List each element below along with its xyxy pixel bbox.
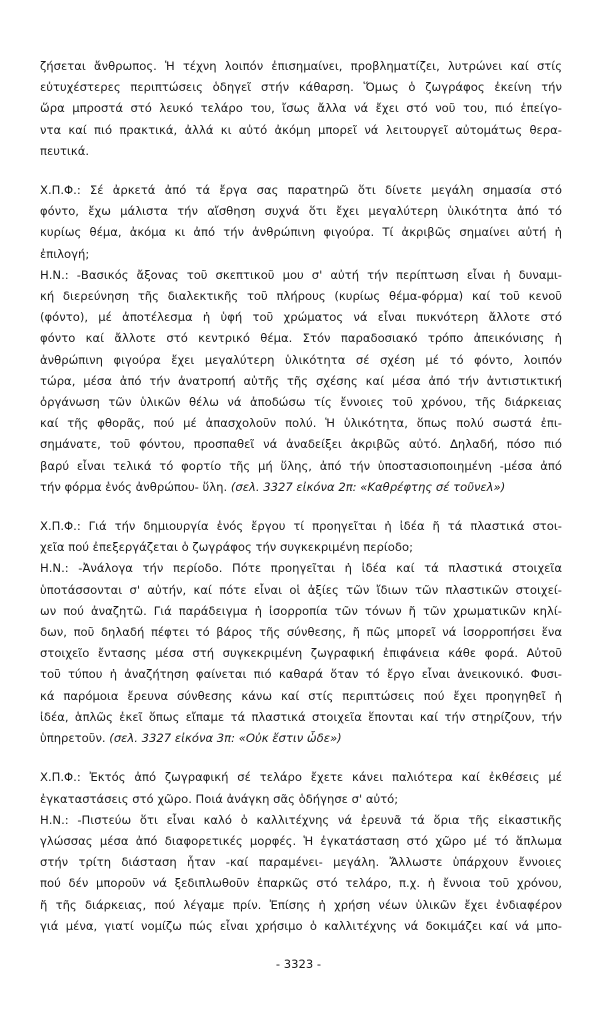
text-line: ἐπιλογή; xyxy=(40,246,90,261)
text-line: εὐτυχέστερες περιπτώσεις ὁδηγεῖ στήν κάθαρση. Ὅμως ὁ ζωγράφος ἐκείνη τήν xyxy=(40,80,562,95)
text-line: κή διερεύνηση τῆς διαλεκτικῆς τοῦ πλήρους (κυρίως θέμα-φόρμα) καί τοῦ κενοῦ xyxy=(40,289,562,304)
text-line: καί τῆς φθορᾶς, πού μέ ἀπασχολοῦν πολύ. Ἡ ὑλικότητα, ὅπως πολύ σωστά ἐπι- xyxy=(40,416,562,431)
text-line: Η.Ν.: -Πιστεύω ὅτι εἶναι καλό ὁ καλλιτέχνης νά ἐρευνᾶ τά ὅρια τῆς εἰκαστικῆς xyxy=(40,812,562,827)
text-line xyxy=(40,728,562,749)
text-line: Η.Ν.: -Ἀνάλογα τήν περίοδο. Πότε προηγεῖται ἡ ἰδέα καί τά πλαστικά στοιχεῖα xyxy=(40,561,562,576)
text-line: γλώσσας μέσα ἀπό διαφορετικές μορφές. Ἡ ἐγκατάσταση στό χῶρο μέ τό ἅπλωμα xyxy=(40,833,562,848)
text-line: Η.Ν.: -Βασικός ἄξονας τοῦ σκεπτικοῦ μου σ' αὐτή τήν περίπτωση εἶναι ἡ δυναμι- xyxy=(40,267,562,282)
text-line: πού δέν μποροῦν νά ξεδιπλωθοῦν ἐπαρκῶς στό τελάρο, π.χ. ἡ ἔννοια τοῦ χρόνου, xyxy=(40,876,562,891)
text-line: ἀνθρώπινη φιγούρα ἔχει μεγαλύτερη ὑλικότητα σέ σχέση μέ τό φόντο, λοιπόν xyxy=(40,352,562,367)
text-line: τώρα, μέσα ἀπό τήν ἀνατροπή αὐτῆς τῆς σχέσης καί μέσα ἀπό τήν ἀντιστικτική xyxy=(40,373,562,388)
text-line: βαρύ εἶναι τελικά τό φορτίο τῆς μή ὕλης, ἀπό τήν ὑποστασιοποιημένη -μέσα ἀπό xyxy=(40,458,562,473)
figure-reference: (σελ. 3327 εἰκόνα 3π: «Οὐκ ἔστιν ὧδε») xyxy=(109,731,342,746)
text-line: Χ.Π.Φ.: Σέ ἀρκετά ἀπό τά ἔργα σας παρατηρῶ ὅτι δίνετε μεγάλη σημασία στό xyxy=(40,183,562,198)
page-number: - 3323 - xyxy=(275,957,322,971)
text-line: ὑποτάσσονται σ' αὐτήν, καί πότε εἶναι οἱ ἀξίες τῶν ἴδιων τῶν πλαστικῶν στοιχεί- xyxy=(40,582,562,597)
body-text xyxy=(40,56,562,955)
text-line: Χ.Π.Φ.: Γιά τήν δημιουργία ἑνός ἔργου τί προηγεῖται ἡ ἰδέα ἤ τά πλαστικά στοι- xyxy=(40,519,562,534)
figure-reference: (σελ. 3327 εἰκόνα 2π: «Καθρέφτης σέ τοῦνελ») xyxy=(230,479,506,494)
text-line: γιά μένα, γιατί νομίζω πώς εἶναι χρήσιμο ὁ καλλιτέχνης νά δοκιμάζει καί νά μπο- xyxy=(40,918,562,933)
text-fragment: τήν φόρμα ἑνός ἀνθρώπου- ὕλη. xyxy=(40,479,228,494)
text-line: κά παρόμοια ἔρευνα σύνθεσης κάνω καί στίς περιπτώσεις πού ἔχει προηγηθεῖ ἡ xyxy=(40,688,562,703)
text-line xyxy=(40,477,562,498)
text-line: ντα καί πιό πρακτικά, ἀλλά κι αὐτό ἀκόμη μπορεῖ νά λειτουργεῖ αὐτομάτως θερα- xyxy=(40,122,562,137)
text-line: ων πού ἀναζητῶ. Γιά παράδειγμα ἡ ἰσορροπία τῶν τόνων ἤ τῶν χρωματικῶν κηλί- xyxy=(40,603,562,618)
text-line: δων, ποῦ δηλαδή πέφτει τό βάρος τῆς σύνθεσης, ἤ πῶς μπορεῖ νά ἰσορροπήσει ἕνα xyxy=(40,625,562,640)
text-line: ἤ τῆς διάρκειας, πού λέγαμε πρίν. Ἐπίσης ἡ χρήση νέων ὑλικῶν ἔχει ἐνδιαφέρον xyxy=(40,897,562,912)
text-line: (φόντο), μέ ἀποτέλεσμα ἡ ὑφή τοῦ χρώματος νά εἶναι πυκνότερη ἄλλοτε στό xyxy=(40,310,562,325)
text-line: κυρίως θέμα, ἀκόμα κι ἀπό τήν ἀνθρώπινη φιγούρα. Τί ἀκριβῶς σημαίνει αὐτή ἡ xyxy=(40,225,562,240)
text-line: φόντο καί ἄλλοτε στό κεντρικό θέμα. Στόν παραδοσιακό τρόπο ἀπεικόνισης ἡ xyxy=(40,331,562,346)
paragraph-1 xyxy=(40,56,562,162)
text-line: ἰδέα, ἁπλῶς ἐκεῖ ὅπως εἴπαμε τά πλαστικά στοιχεῖα ἕπονται καί τήν στηρίζουν, τήν xyxy=(40,709,562,724)
text-line: φόντο, ἔχω μάλιστα τήν αἴσθηση συχνά ὅτι ἔχει μεγαλύτερη ὑλικότητα ἀπό τό xyxy=(40,204,562,219)
text-fragment: ὑπηρετοῦν. xyxy=(40,731,106,746)
paragraph-4 xyxy=(40,767,562,937)
text-line: στοιχεῖο ἔντασης μέσα στή συγκεκριμένη ζωγραφική ἐπιφάνεια κάθε φορά. Αὐτοῦ xyxy=(40,646,562,661)
text-line: σημάνατε, τοῦ φόντου, προσπαθεῖ νά ἀναδείξει ἀκριβῶς αὐτό. Δηλαδή, πόσο πιό xyxy=(40,437,562,452)
text-line: ἐγκαταστάσεις στό χῶρο. Ποιά ἀνάγκη σᾶς ὁδήγησε σ' αὐτό; xyxy=(40,791,399,806)
paragraph-2 xyxy=(40,180,562,498)
text-line: τοῦ τύπου ἡ ἀναζήτηση φαίνεται πιό καθαρά ὅταν τό ἔργο εἶναι ἀνεικονικό. Φυσι- xyxy=(40,667,562,682)
text-line: ζήσεται ἄνθρωπος. Ἡ τέχνη λοιπόν ἐπισημαίνει, προβληματίζει, λυτρώνει καί στίς xyxy=(40,59,562,73)
text-line: στήν τρίτη διάσταση ἦταν -καί παραμένει- μεγάλη. Ἄλλωστε ὑπάρχουν ἔννοιες xyxy=(40,855,562,870)
paragraph-3 xyxy=(40,516,562,749)
text-line: πευτικά. xyxy=(40,143,90,158)
text-line: ὀργάνωση τῶν ὑλικῶν θέλω νά ἀποδώσω τίς ἔννοιες τοῦ χρόνου, τῆς διάρκειας xyxy=(40,395,562,410)
text-line: ὥρα μπροστά στό λευκό τελάρο του, ἴσως ἄλλα νά ἔχει στό νοῦ του, πιό ἐπείγο- xyxy=(40,101,562,116)
text-line: χεῖα πού ἐπεξεργάζεται ὁ ζωγράφος τήν συγκεκριμένη περίοδο; xyxy=(40,540,413,555)
text-line: Χ.Π.Φ.: Ἐκτός ἀπό ζωγραφική σέ τελάρο ἔχετε κάνει παλιότερα καί ἐκθέσεις μέ xyxy=(40,770,562,785)
